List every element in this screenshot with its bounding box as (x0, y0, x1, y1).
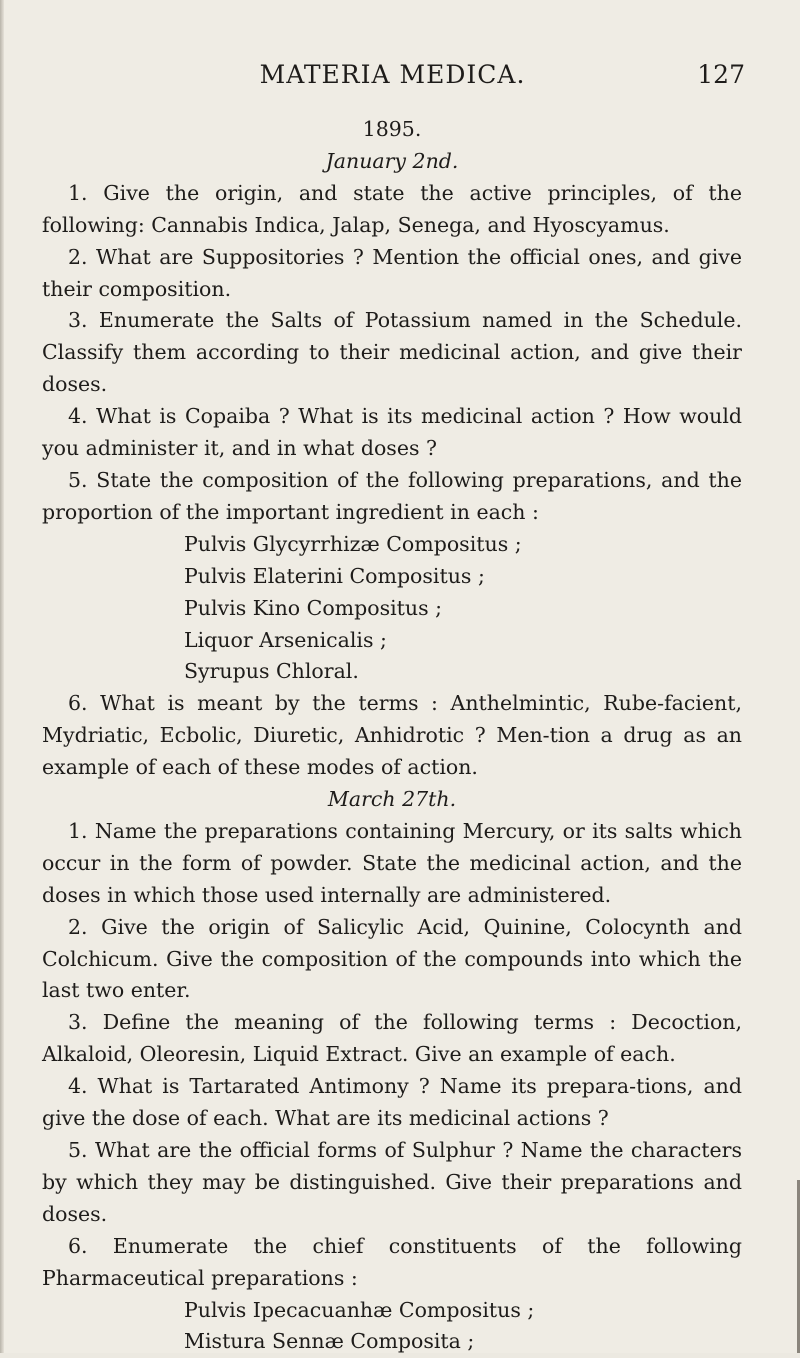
exam-year: 1895. (362, 117, 422, 141)
question-mar-1: 1. Name the preparations containing Mercury, or its salts which occur in the form of powder. State the medicinal action, and the doses in which those used internally are administered. (42, 818, 742, 907)
question-mar-5: 5. What are the official forms of Sulphur ? Name the characters by which they may be distinguished. Give their preparations and doses. (42, 1138, 742, 1226)
question-jan-4: 4. What is Copaiba ? What is its medicinal action ? How would you administer it, and in what doses ? (42, 404, 742, 461)
section-date-january: January 2nd. (325, 148, 459, 173)
question-mar-6: 6. Enumerate the chief constituents of the following Pharmaceutical preparations : (42, 1233, 742, 1290)
section-date-march: March 27th. (327, 787, 457, 812)
preparation-item: Pulvis Elaterini Compositus ; (184, 563, 485, 588)
preparation-item: Pulvis Ipecacuanhæ Compositus ; (184, 1297, 535, 1322)
preparation-item: Mistura Sennæ Composita ; (184, 1329, 475, 1354)
page-number: 127 (697, 60, 745, 89)
preparation-item: Pulvis Glycyrrhizæ Compositus ; (184, 531, 522, 556)
preparation-item: Syrupus Chloral. (184, 659, 359, 684)
page-edge-shadow (0, 0, 4, 1353)
running-head: MATERIA MEDICA. (259, 60, 526, 89)
question-jan-5: 5. State the composition of the following preparations, and the proportion of the important ingredient in each : (42, 467, 742, 524)
question-jan-3: 3. Enumerate the Salts of Potassium named in the Schedule. Classify them according to their medicinal action, and give their doses. (42, 308, 742, 397)
exam-questions (42, 114, 742, 1358)
question-jan-2: 2. What are Suppositories ? Mention the official ones, and give their composition. (42, 244, 742, 301)
preparation-item: Pulvis Kino Compositus ; (184, 595, 443, 620)
preparation-item: Liquor Arsenicalis ; (184, 627, 387, 652)
question-jan-1: 1. Give the origin, and state the active principles, of the following: Cannabis Indica, Jalap, Senega, and Hyoscyamus. (42, 180, 742, 237)
question-mar-3: 3. Define the meaning of the following terms : Decoction, Alkaloid, Oleoresin, Liquid Extract. Give an example of each. (42, 1010, 742, 1067)
question-mar-2: 2. Give the origin of Salicylic Acid, Quinine, Colocynth and Colchicum. Give the composition of the compounds into which the last two enter. (42, 914, 742, 1003)
question-jan-6: 6. What is meant by the terms : Anthelmintic, Rube-facient, Mydriatic, Ecbolic, Diuretic, Anhidrotic ? Men-tion a drug as an example of each of these modes of action. (42, 691, 742, 780)
page-header (40, 60, 745, 104)
question-mar-4: 4. What is Tartarated Antimony ? Name its prepara-tions, and give the dose of each. What are its medicinal actions ? (42, 1074, 742, 1131)
